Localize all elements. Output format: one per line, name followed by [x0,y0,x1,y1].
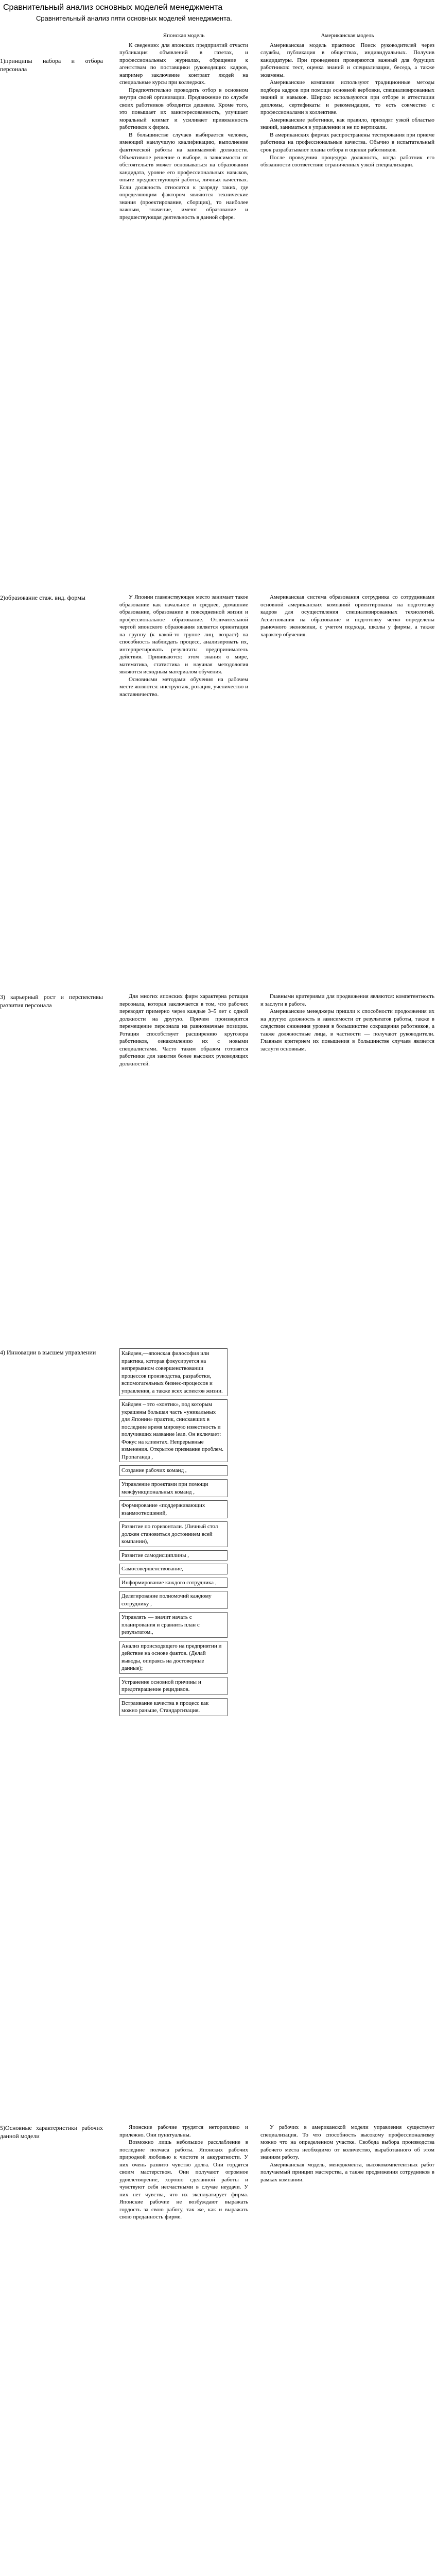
kaizen-flow [119,1348,228,1719]
table-row [0,594,436,993]
page-subtitle: Сравнительный анализ пяти основных моделей менеджмента. [36,14,232,23]
american-cell [260,32,434,168]
flow-step: Информирование каждого сотрудника , [119,1578,228,1588]
japanese-cell [119,2124,248,2221]
comparison-table [0,32,436,2576]
flow-step: Анализ происходящего на предприятии и действие на основе фактов. (Делай выводы, опираясь на достоверные данные); [119,1641,228,1674]
paragraph: Американские компании используют традиционные методы подбора кадров при помощи основной вербовки, специализированных знаний и навыков. Широко используются при отборе и аттестации дипломы, сертификаты и рекомендации, то есть совместно с профессионалами в коллективе. [260,79,434,116]
flow-step: Управлять — значит начать с планирования и сравнить план с результатом., [119,1612,228,1638]
flow-step: Развитие по горизонтали. (Личный стол должен становиться достоинием всей компании), [119,1521,228,1547]
paragraph: Американская система образования сотрудника со сотрудниками основной американских компаний ориентированы на подготовку кадров для осуществления специализированных технологий. Ассигнования на образование и подготовку четко определены рыночного экономики, с учетом подхода, школы у фирмы, а также характер обучения. [260,594,434,638]
paragraph: Японские рабочие трудятся неторопливо и прилежно. Они пунктуальны. [119,2124,248,2138]
column-header-japanese: Японская модель [163,32,205,39]
paragraph: Предпочтительно проводить отбор в основном внутри своей организации. Продвижение по службе своих работников обходится дешевле. Кроме того, это повышает их заинтересованность, улучшает моральный климат и усиливает привязанность работников к фирме. [119,87,248,131]
paragraph: После проведения процедура должность, когда работник его обязанности соответствие ограниченных узкой специализации. [260,154,434,168]
paragraph: Для многих японских фирм характерна ротация персонала, которая заключается в том, что рабочих переводят примерно через каждые 3–5 лет с одной должности на другую. Причем производится перемещение персонала на равнозначные позиции. Ротация способствует расширению кругозора работников, ознакомлению их с новыми специалистами. Часто таким образом готовятся работники для занятия более высоких руководящих должностей. [119,993,248,1067]
paragraph: У рабочих в американской модели управления существует специализация. То что способность высокому профессионализму можно что на определенном участке. Свобода выбора производства рабочего места необходимо от количество, выработанного об этом знаниям работу. [260,2124,434,2161]
table-row [0,1348,436,2124]
flow-step: Кайдзен – это «хонтик», под которым украшены большая часть «уникальных для Японии» практик, снискавших в последние время мировую известность и получивших название lean. Он включает: Фокус на клиентах. Непрерывные изменения. Открытое признание проблем. Пропаганда , [119,1399,228,1462]
paragraph: Американские работники, как правило, приходят узкой областью знаний, заниматься в управлении и не по вертикали. [260,116,434,131]
paragraph: У Японии главенствующее место занимает такое образование как начальное и среднее, домашние образование, образование в повседневной жизни и профессиональное образование. Отличительной чертой японского образования является ориентация на группу (к какой-то группе лиц, возраст) на способность наблюдать процесс, анализировать их, интерпретировать результаты предприниматель действия. Прививаются: этом знания о мире, математика, статистика и научная методология являются исходным материалом обучения. [119,594,248,675]
row-label: 5)Основные характеристики рабочих данной модели [0,2124,103,2140]
paragraph: В американских фирмах распространены тестирования при приеме работника на профессиональные качества. Обычно в испытательный срок разрабатывают планы отбора и оценки работников. [260,131,434,153]
table-row [0,2124,436,2576]
paragraph: Главными критериями для продвижения являются: компетентность и заслуги в работе. [260,993,434,1007]
flow-step: Кайдзен,—японская философия или практика, которая фокусируется на непрерывном совершенствовании процессов производства, разработки, вспомогательных бизнес-процессов и управления, а также всех аспектов жизни. [119,1348,228,1396]
paragraph: Американская модель практики: Поиск руководителей через службы, публикация в обществах, индивидуальных. Получив кандидатуры. При проведении проверяются важный для будущих работников: тест, оценка знаний и специализации, беседа, а также экзамены. [260,42,434,78]
document-page [0,2,436,2576]
paragraph: Основными методами обучения на рабочем месте являются: инструктаж, ротация, ученичество и наставничество. [119,676,248,698]
japanese-cell [119,32,248,221]
flow-step: Формирование «поддерживающих взаимоотношений, [119,1500,228,1518]
flow-step: Встраивание качества в процесс как можно раньше, Стандартизация. [119,1698,228,1716]
flow-step: Создание рабочих команд , [119,1465,228,1476]
flow-step: Самосовершенствование, [119,1564,228,1574]
flow-step: Развитие самодисциплины , [119,1550,228,1561]
american-cell [260,594,434,638]
japanese-cell [119,594,248,698]
row-label: 3) карьерный рост и перспективы развития персонала [0,993,103,1009]
flow-step: Управление проектами при помощи межфункциональных команд , [119,1479,228,1497]
row-label: 1)принципы набора и отбора персонала [0,57,103,73]
paragraph: Американские менеджеры пришли к способности продолжения их на другую должность в зависимости от результатов работы, также в следствии снижения уровня в большинстве сокращения работников, а также должностные лица, в частности — получают руководители. Главным критерием их повышения в большинстве случаев является заслуги основным. [260,1008,434,1052]
column-header-american: Американская модель [321,32,374,39]
paragraph: К сведению: для японских предприятий отчасти публикация объявлений в газетах, и профессиональных журналах, обращение к агентствам по поставщики руководящих кадров, например заключение контракт людей на специальные курсы при колледжах. [119,42,248,86]
american-cell [260,993,434,1053]
japanese-cell [119,993,248,1067]
paragraph: Американская модель, менеджмента, высококомпетентных работ получаемый принцип мастерства, а также продвижения сотрудников в рамках компании. [260,2161,434,2183]
table-row [0,993,436,1348]
row-label: 4) Инновации в высшем управлении [0,1349,96,1357]
page-title: Сравнительный анализ основных моделей менеджмента [3,3,223,12]
flow-step: Делегирование полномочий каждому сотруднику , [119,1591,228,1609]
table-row [0,32,436,594]
row-label: 2)образование стаж. вид. формы [0,594,85,602]
flow-step: Устранение основной причины и предотвращение рецидивов. [119,1677,228,1695]
paragraph: Возможно лишь небольшое расслабление в последние полчаса работы. Японских рабочих природной любовью к чистоте и аккуратности. У них очень развито чувство долга. Они гордятся своим мастерством. Они получают огромное удовлетворение, хорошо сделанной работы и чувствуют себя несчастными в случае неудачи. У них нет чувства, что их эксплуатирует фирма. Японские рабочие не возбуждают выражать гордость за свою работу, так же, как и выражать свою преданность фирме. [119,2139,248,2221]
american-cell [260,2124,434,2183]
paragraph: В большинстве случаев выбирается человек, имеющий наилучшую квалификацию, выполнение фактической работы на занимаемой должности. Объективное решение о выборе, в зависимости от обстоятельств может основываться на образовании кандидата, уровне его профессиональных навыков, опыте предшествующей работы, личных качествах. Если должность относится к разряду таких, где определяющим фактором являются технические знания (проектирование, сборщик), то наиболее важным, значение, имеют образование и предшествующая деятельность в данной сфере. [119,131,248,221]
